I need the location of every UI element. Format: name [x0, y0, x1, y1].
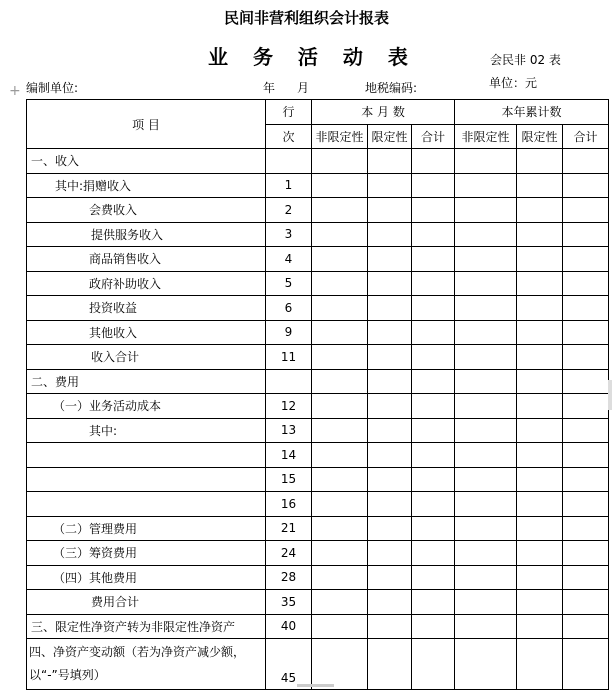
value-cell[interactable]: [412, 369, 455, 394]
value-cell[interactable]: [563, 173, 609, 198]
value-cell[interactable]: [368, 590, 412, 615]
table-row: [27, 418, 609, 443]
value-cell[interactable]: [412, 345, 455, 370]
value-cell[interactable]: [517, 149, 563, 174]
value-cell[interactable]: [455, 271, 517, 296]
activity-table: [26, 99, 609, 690]
value-cell[interactable]: [312, 516, 368, 541]
header-month-unrestricted: 非限定性: [312, 124, 368, 149]
table-row: [27, 222, 609, 247]
row-label: 收入合计: [27, 345, 266, 370]
value-cell[interactable]: [563, 565, 609, 590]
value-cell[interactable]: [563, 296, 609, 321]
row-line-number: 3: [266, 222, 312, 247]
value-cell[interactable]: [312, 149, 368, 174]
row-line-number: 2: [266, 198, 312, 223]
value-cell[interactable]: [412, 271, 455, 296]
table-row: [27, 614, 609, 639]
table-row: [27, 173, 609, 198]
value-cell[interactable]: [517, 345, 563, 370]
value-cell[interactable]: [455, 516, 517, 541]
value-cell[interactable]: [312, 467, 368, 492]
value-cell[interactable]: [368, 467, 412, 492]
header-month-total: 合计: [412, 124, 455, 149]
value-cell[interactable]: [563, 418, 609, 443]
value-cell[interactable]: [563, 320, 609, 345]
header-item: 项 目: [27, 100, 266, 149]
value-cell[interactable]: [455, 247, 517, 272]
table-row: [27, 247, 609, 272]
row-label: 其他收入: [27, 320, 266, 345]
value-cell[interactable]: [563, 639, 609, 690]
row-label: 一、收入: [27, 149, 266, 174]
row-line-number: 35: [266, 590, 312, 615]
value-cell[interactable]: [517, 198, 563, 223]
value-cell[interactable]: [517, 443, 563, 468]
value-cell[interactable]: [517, 222, 563, 247]
value-cell[interactable]: [312, 271, 368, 296]
value-cell[interactable]: [563, 394, 609, 419]
value-cell[interactable]: [412, 492, 455, 517]
value-cell[interactable]: [455, 565, 517, 590]
value-cell[interactable]: [563, 516, 609, 541]
header-ytd-unrestricted: 非限定性: [455, 124, 517, 149]
value-cell[interactable]: [455, 418, 517, 443]
value-cell[interactable]: [312, 639, 368, 690]
row-label: [27, 443, 266, 468]
value-cell[interactable]: [368, 394, 412, 419]
row-line-number: [266, 149, 312, 174]
row-line-number: 14: [266, 443, 312, 468]
table-row: [27, 590, 609, 615]
value-cell[interactable]: [455, 443, 517, 468]
value-cell[interactable]: [563, 541, 609, 566]
row-line-number: 16: [266, 492, 312, 517]
value-cell[interactable]: [312, 394, 368, 419]
row-line-number: 12: [266, 394, 312, 419]
row-label: （三）筹资费用: [27, 541, 266, 566]
row-line-number: 11: [266, 345, 312, 370]
row-line-number: 40: [266, 614, 312, 639]
value-cell[interactable]: [455, 198, 517, 223]
value-cell[interactable]: [312, 369, 368, 394]
table-row: [27, 271, 609, 296]
row-label: （一）业务活动成本: [27, 394, 266, 419]
value-cell[interactable]: [368, 296, 412, 321]
value-cell[interactable]: [312, 614, 368, 639]
table-row: [27, 565, 609, 590]
value-cell[interactable]: [368, 345, 412, 370]
value-cell[interactable]: [368, 149, 412, 174]
value-cell[interactable]: [517, 320, 563, 345]
table-row: [27, 320, 609, 345]
value-cell[interactable]: [368, 639, 412, 690]
value-cell[interactable]: [517, 590, 563, 615]
value-cell[interactable]: [312, 320, 368, 345]
value-cell[interactable]: [368, 565, 412, 590]
row-label: 费用合计: [27, 590, 266, 615]
value-cell[interactable]: [412, 418, 455, 443]
value-cell[interactable]: [368, 541, 412, 566]
value-cell[interactable]: [563, 345, 609, 370]
row-line-number: 28: [266, 565, 312, 590]
row-line-number: 6: [266, 296, 312, 321]
row-label: 会费收入: [27, 198, 266, 223]
value-cell[interactable]: [368, 369, 412, 394]
table-row: [27, 443, 609, 468]
value-cell[interactable]: [563, 271, 609, 296]
value-cell[interactable]: [455, 541, 517, 566]
row-label: 商品销售收入: [27, 247, 266, 272]
value-cell[interactable]: [517, 467, 563, 492]
add-row-icon[interactable]: +: [9, 83, 21, 99]
table-row: [27, 345, 609, 370]
value-cell[interactable]: [455, 614, 517, 639]
value-cell[interactable]: [517, 394, 563, 419]
table-row: [27, 516, 609, 541]
side-scroll-marker: [608, 380, 612, 410]
value-cell[interactable]: [563, 590, 609, 615]
value-cell[interactable]: [368, 614, 412, 639]
value-cell[interactable]: [312, 443, 368, 468]
value-cell[interactable]: [517, 614, 563, 639]
value-cell[interactable]: [412, 614, 455, 639]
header-ytd: 本年累计数: [455, 100, 609, 125]
row-label: （二）管理费用: [27, 516, 266, 541]
value-cell[interactable]: [563, 443, 609, 468]
value-cell[interactable]: [517, 369, 563, 394]
value-cell[interactable]: [412, 173, 455, 198]
row-line-number: 1: [266, 173, 312, 198]
value-cell[interactable]: [455, 467, 517, 492]
value-cell[interactable]: [412, 394, 455, 419]
value-cell[interactable]: [563, 198, 609, 223]
value-cell[interactable]: [517, 296, 563, 321]
value-cell[interactable]: [312, 198, 368, 223]
row-line-number: [266, 369, 312, 394]
value-cell[interactable]: [517, 516, 563, 541]
value-cell[interactable]: [455, 590, 517, 615]
value-cell[interactable]: [455, 320, 517, 345]
row-line-number: 13: [266, 418, 312, 443]
value-cell[interactable]: [412, 467, 455, 492]
month-label: 月: [297, 81, 310, 95]
value-cell[interactable]: [563, 247, 609, 272]
value-cell[interactable]: [412, 149, 455, 174]
org-label: 编制单位:: [26, 81, 79, 95]
report-group-title: 民间非营利组织会计报表: [223, 9, 389, 27]
value-cell[interactable]: [312, 590, 368, 615]
unit-label: 单位：元: [489, 76, 538, 90]
value-cell[interactable]: [412, 247, 455, 272]
value-cell[interactable]: [517, 492, 563, 517]
value-cell[interactable]: [412, 590, 455, 615]
value-cell[interactable]: [517, 639, 563, 690]
form-code: 会民非 02 表: [490, 53, 561, 67]
row-label: [27, 467, 266, 492]
value-cell[interactable]: [312, 345, 368, 370]
value-cell[interactable]: [517, 173, 563, 198]
value-cell[interactable]: [563, 222, 609, 247]
value-cell[interactable]: [455, 222, 517, 247]
header-month-restricted: 限定性: [368, 124, 412, 149]
value-cell[interactable]: [412, 320, 455, 345]
value-cell[interactable]: [563, 614, 609, 639]
table-row: [27, 149, 609, 174]
value-cell[interactable]: [312, 492, 368, 517]
value-cell[interactable]: [455, 296, 517, 321]
value-cell[interactable]: [563, 149, 609, 174]
value-cell[interactable]: [455, 492, 517, 517]
table-row: [27, 369, 609, 394]
row-line-number: 15: [266, 467, 312, 492]
row-label: 其中:: [27, 418, 266, 443]
value-cell[interactable]: [312, 565, 368, 590]
value-cell[interactable]: [368, 320, 412, 345]
row-line-number: 4: [266, 247, 312, 272]
table-row: [27, 394, 609, 419]
value-cell[interactable]: [412, 222, 455, 247]
value-cell[interactable]: [412, 516, 455, 541]
row-line-number: 21: [266, 516, 312, 541]
row-label: 二、费用: [27, 369, 266, 394]
header-ytd-restricted: 限定性: [517, 124, 563, 149]
value-cell[interactable]: [368, 247, 412, 272]
table-row: [27, 198, 609, 223]
value-cell[interactable]: [455, 173, 517, 198]
value-cell[interactable]: [312, 418, 368, 443]
value-cell[interactable]: [412, 565, 455, 590]
row-line-number: 24: [266, 541, 312, 566]
row-line-number: 9: [266, 320, 312, 345]
table-row: [27, 541, 609, 566]
header-line-2: 次: [266, 124, 312, 149]
value-cell[interactable]: [455, 149, 517, 174]
value-cell[interactable]: [455, 394, 517, 419]
header-line: 行: [266, 100, 312, 125]
value-cell[interactable]: [312, 222, 368, 247]
value-cell[interactable]: [368, 222, 412, 247]
row-label: 其中:捐赠收入: [27, 173, 266, 198]
value-cell[interactable]: [517, 247, 563, 272]
value-cell[interactable]: [563, 369, 609, 394]
row-line-number: 5: [266, 271, 312, 296]
value-cell[interactable]: [368, 198, 412, 223]
table-row: [27, 639, 609, 690]
header-this-month: 本 月 数: [312, 100, 455, 125]
table-row: [27, 296, 609, 321]
value-cell[interactable]: [368, 173, 412, 198]
value-cell[interactable]: [412, 639, 455, 690]
value-cell[interactable]: [368, 443, 412, 468]
row-label: （四）其他费用: [27, 565, 266, 590]
row-label: 提供服务收入: [27, 222, 266, 247]
row-line-number: 45: [266, 639, 312, 690]
value-cell[interactable]: [312, 247, 368, 272]
row-label: [27, 492, 266, 517]
value-cell[interactable]: [455, 369, 517, 394]
value-cell[interactable]: [517, 565, 563, 590]
value-cell[interactable]: [368, 492, 412, 517]
row-label-line: 四、净资产变动额（若为净资产减少额，: [29, 645, 246, 659]
row-label-line: 以“-”号填列）: [29, 668, 106, 682]
header-ytd-total: 合计: [563, 124, 609, 149]
page-title: 业 务 活 动 表: [208, 45, 417, 69]
value-cell[interactable]: [312, 173, 368, 198]
tax-code-label: 地税编码:: [365, 81, 418, 95]
value-cell[interactable]: [368, 271, 412, 296]
value-cell[interactable]: [455, 639, 517, 690]
row-label: 投资收益: [27, 296, 266, 321]
value-cell[interactable]: [368, 418, 412, 443]
table-row: [27, 467, 609, 492]
value-cell[interactable]: [563, 467, 609, 492]
scroll-marker: [297, 684, 334, 687]
row-label: 政府补助收入: [27, 271, 266, 296]
year-label: 年: [263, 81, 276, 95]
value-cell[interactable]: [412, 296, 455, 321]
value-cell[interactable]: [368, 516, 412, 541]
value-cell[interactable]: [312, 296, 368, 321]
row-label: 三、限定性净资产转为非限定性净资产: [27, 614, 266, 639]
value-cell[interactable]: [412, 541, 455, 566]
table-row: [27, 492, 609, 517]
value-cell[interactable]: [412, 443, 455, 468]
value-cell[interactable]: [517, 541, 563, 566]
value-cell[interactable]: [517, 418, 563, 443]
row-label: [27, 639, 266, 690]
value-cell[interactable]: [312, 541, 368, 566]
value-cell[interactable]: [455, 345, 517, 370]
value-cell[interactable]: [563, 492, 609, 517]
value-cell[interactable]: [412, 198, 455, 223]
value-cell[interactable]: [517, 271, 563, 296]
